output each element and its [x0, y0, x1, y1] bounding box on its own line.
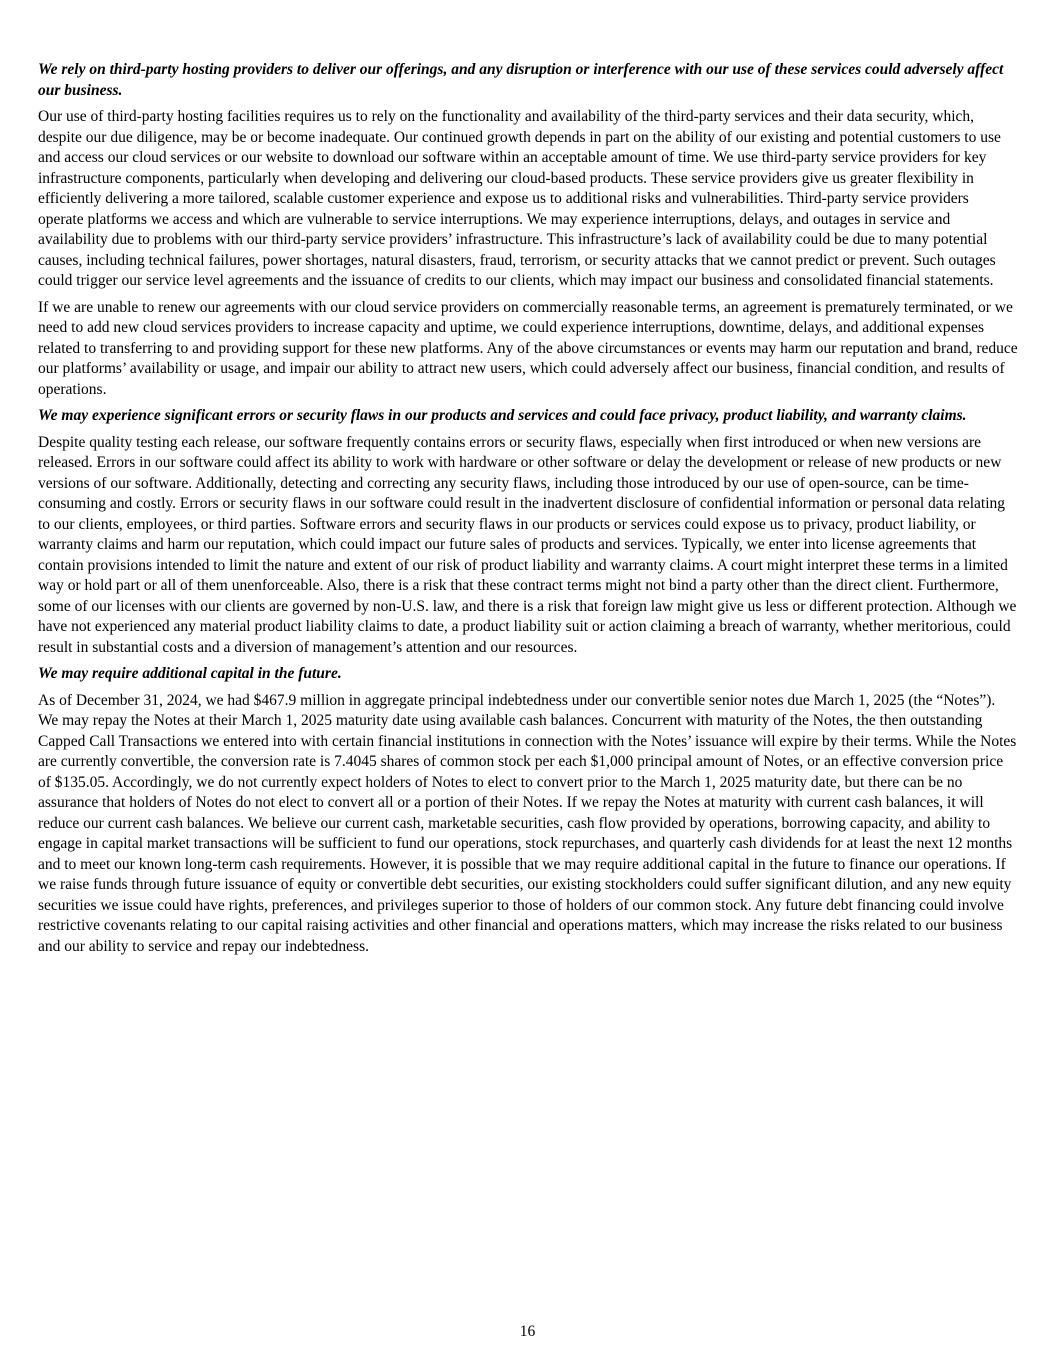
section-heading: We may require additional capital in the future.	[38, 665, 342, 682]
risk-section-errors	[38, 406, 1018, 658]
section-paragraph: As of December 31, 2024, we had $467.9 million in aggregate principal indebtedness under our convertible senior notes due March 1, 2025 (the “Notes”). We may repay the Notes at their March 1, 2025 maturity date using available cash balances. Concurrent with maturity of the Notes, the then outstanding Capped Call Transactions we entered into with certain financial institutions in connection with the Notes’ issuance will expire by their terms. While the Notes are currently convertible, the conversion rate is 7.4045 shares of common stock per each $1,000 principal amount of Notes, or an effective conversion price of $135.05. Accordingly, we do not currently expect holders of Notes to elect to convert prior to the March 1, 2025 maturity date, but there can be no assurance that holders of Notes do not elect to convert all or a portion of their Notes. If we repay the Notes at maturity with current cash balances, it will reduce our current cash balances. We believe our current cash, marketable securities, cash flow provided by operations, borrowing capacity, and ability to engage in capital market transactions will be sufficient to fund our operations, stock repurchases, and quarterly cash dividends for at least the next 12 months and to meet our known long-term cash requirements. However, it is possible that we may require additional capital in the future to finance our operations. If we raise funds through future issuance of equity or convertible debt securities, our existing stockholders could suffer significant dilution, and any new equity securities we issue could have rights, preferences, and privileges superior to those of holders of our common stock. Any future debt financing could involve restrictive covenants relating to our capital raising activities and other financial and operations matters, which may increase the risks related to our business and our ability to service and repay our indebtedness.	[38, 691, 1017, 955]
document-page	[38, 60, 1018, 963]
section-paragraph: If we are unable to renew our agreements with our cloud service providers on commercially reasonable terms, an agreement is prematurely terminated, or we need to add new cloud services providers to increase capacity and uptime, we could experience interruptions, downtime, delays, and additional expenses related to transferring to and providing support for these new platforms. Any of the above circumstances or events may harm our reputation and brand, reduce our platforms’ availability or usage, and impair our ability to attract new users, which could adversely affect our business, financial condition, and results of operations.	[38, 298, 1018, 398]
risk-section-hosting	[38, 60, 1018, 400]
section-paragraph: Our use of third-party hosting facilities requires us to rely on the functionality and availability of the third-party services and their data security, which, despite our due diligence, may be or become inadequate. Our continued growth depends in part on the ability of our existing and potential customers to use and access our cloud services or our website to download our software within an acceptable amount of time. We use third-party service providers for key infrastructure components, particularly when developing and delivering our cloud-based products. These service providers give us greater flexibility in efficiently delivering a more tailored, scalable customer experience and expose us to additional risks and vulnerabilities. Third-party service providers operate platforms we access and which are vulnerable to service interruptions. We may experience interruptions, delays, and outages in service and availability due to problems with our third-party service providers’ infrastructure. This infrastructure’s lack of availability could be due to many potential causes, including technical failures, power shortages, natural disasters, fraud, terrorism, or security attacks that we cannot predict or prevent. Such outages could trigger our service level agreements and the issuance of credits to our clients, which may impact our business and consolidated financial statements.	[38, 108, 1001, 289]
section-heading: We rely on third-party hosting providers to deliver our offerings, and any disruption or interference with our use of these services could adversely affect our business.	[38, 61, 1004, 99]
risk-section-capital	[38, 664, 1018, 957]
section-paragraph: Despite quality testing each release, our software frequently contains errors or security flaws, especially when first introduced or when new versions are released. Errors in our software could affect its ability to work with hardware or other software or delay the development or release of new products or new versions of our software. Additionally, detecting and correcting any security flaws, including those introduced by our use of open-source, can be time-consuming and costly. Errors or security flaws in our software could result in the inadvertent disclosure of confidential information or personal data relating to our clients, employees, or third parties. Software errors and security flaws in our products or services could expose us to privacy, product liability, or warranty claims and harm our reputation, which could impact our future sales of products and services. Typically, we enter into license agreements that contain provisions intended to limit the nature and extent of our risk of product liability and warranty claims. A court might interpret these terms in a limited way or hold part or all of them unenforceable. Also, there is a risk that these contract terms might not bind a party other than the direct client. Furthermore, some of our licenses with our clients are governed by non-U.S. law, and there is a risk that foreign law might give us less or different protection. Although we have not experienced any material product liability claims to date, a product liability suit or action claiming a breach of warranty, whether meritorious, could result in substantial costs and a diversion of management’s attention and our resources.	[38, 433, 1017, 656]
section-heading: We may experience significant errors or security flaws in our products and services and could face privacy, product liability, and warranty claims.	[38, 407, 967, 424]
page-number: 16	[519, 1323, 536, 1340]
